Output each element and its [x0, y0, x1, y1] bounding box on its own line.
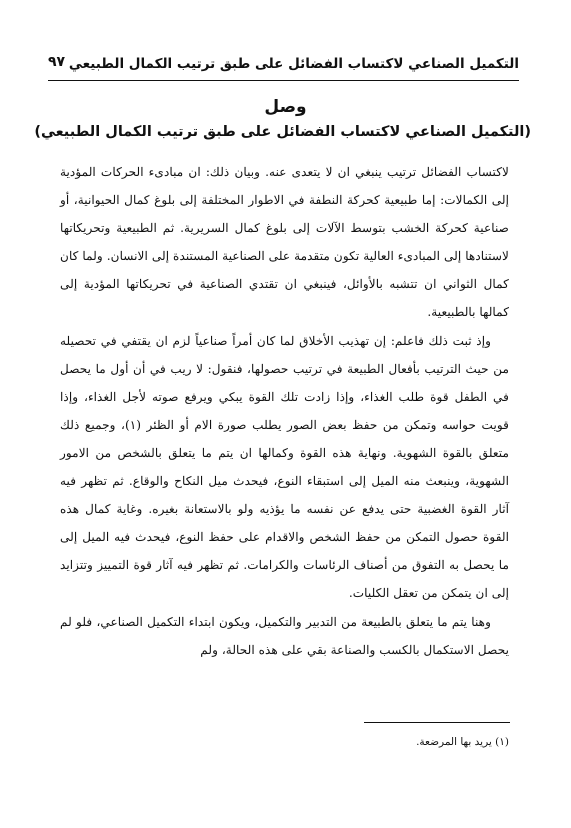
- page-number: ٩٧: [48, 54, 66, 70]
- section-title: (التكميل الصناعي لاكتساب الفضائل على طبق ترتيب الكمال الطبيعي): [34, 124, 531, 140]
- paragraph: لاكتساب الفضائل ترتيب ينبغي ان لا يتعدى عنه. وبيان ذلك: ان مبادىء الحركات المؤدية إلى الكمالات: إما طبيعية كحركة النطفة في الاطوار المختلفة إلى بلوغ كمال الحيوانية، أو صناعية كحركة الخشب بتوسط الآلات إلى بلوغ كمال السريرية. ثم الطبيعية وتحريكاتها لاستنادها إلى المبادىء العالية تكون متقدمة على الصناعية المستندة إلى الانسان. ولما كان كمال الثواني ان تتشبه بالأوائل، فينبغي ان تقتدي الصناعية في تحريكاتها المؤدية إلى كمالها بالطبيعية.: [60, 165, 509, 320]
- header-rule: [48, 80, 519, 81]
- running-head-title: التكميل الصناعي لاكتساب الفضائل على طبق ترتيب الكمال الطبيعي: [68, 56, 519, 72]
- section-label: وصل: [264, 97, 307, 117]
- paragraph: وإذ ثبت ذلك فاعلم: إن تهذيب الأخلاق لما كان أمراً صناعياً لزم ان يقتفي في تحصيله من حيث الترتيب بأفعال الطبيعة في ترتيب حصولها، فنقول: لا ريب في أن أول ما يحصل في الطفل قوة طلب الغذاء، وإذا زادت تلك القوة يبكي ويرفع صوته لأجل الغذاء، وإذا قويت حواسه وتمكن من حفظ بعض الصور يطلب صورة الام أو الظئر (١)، وجميع ذلك متعلق بالقوة الشهوية. ونهاية هذه القوة وكمالها ان يتم ما يتعلق بالشخص من الامور الشهوية، وينبعث منه الميل إلى استبقاء النوع، فيحدث ميل النكاح والوقاع. ثم تظهر فيه آثار القوة الغضبية حتى يدفع عن نفسه ما يؤذيه ولو بالاستعانة بغيره. وغاية كمال هذه القوة حصول التمكن من حفظ الشخص والاقدام على حفظ النوع، فيحدث فيه الميل إلى ما يحصل به التفوق من أصناف الرئاسات والكرامات. ثم تظهر فيه آثار قوة التمييز وتتزايد إلى ان يتمكن من تعقل الكليات.: [60, 333, 509, 601]
- body-text: [60, 158, 509, 664]
- running-head: [48, 52, 519, 78]
- footnote-rule: [364, 722, 510, 723]
- footnote: (١) يريد بها المرضعة.: [416, 736, 509, 748]
- paragraph: وهنا يتم ما يتعلق بالطبيعة من التدبير والتكميل، ويكون ابتداء التكميل الصناعي، فلو لم يحصل الاستكمال بالكسب والصناعة بقي على هذه الحالة، ولم: [60, 614, 509, 657]
